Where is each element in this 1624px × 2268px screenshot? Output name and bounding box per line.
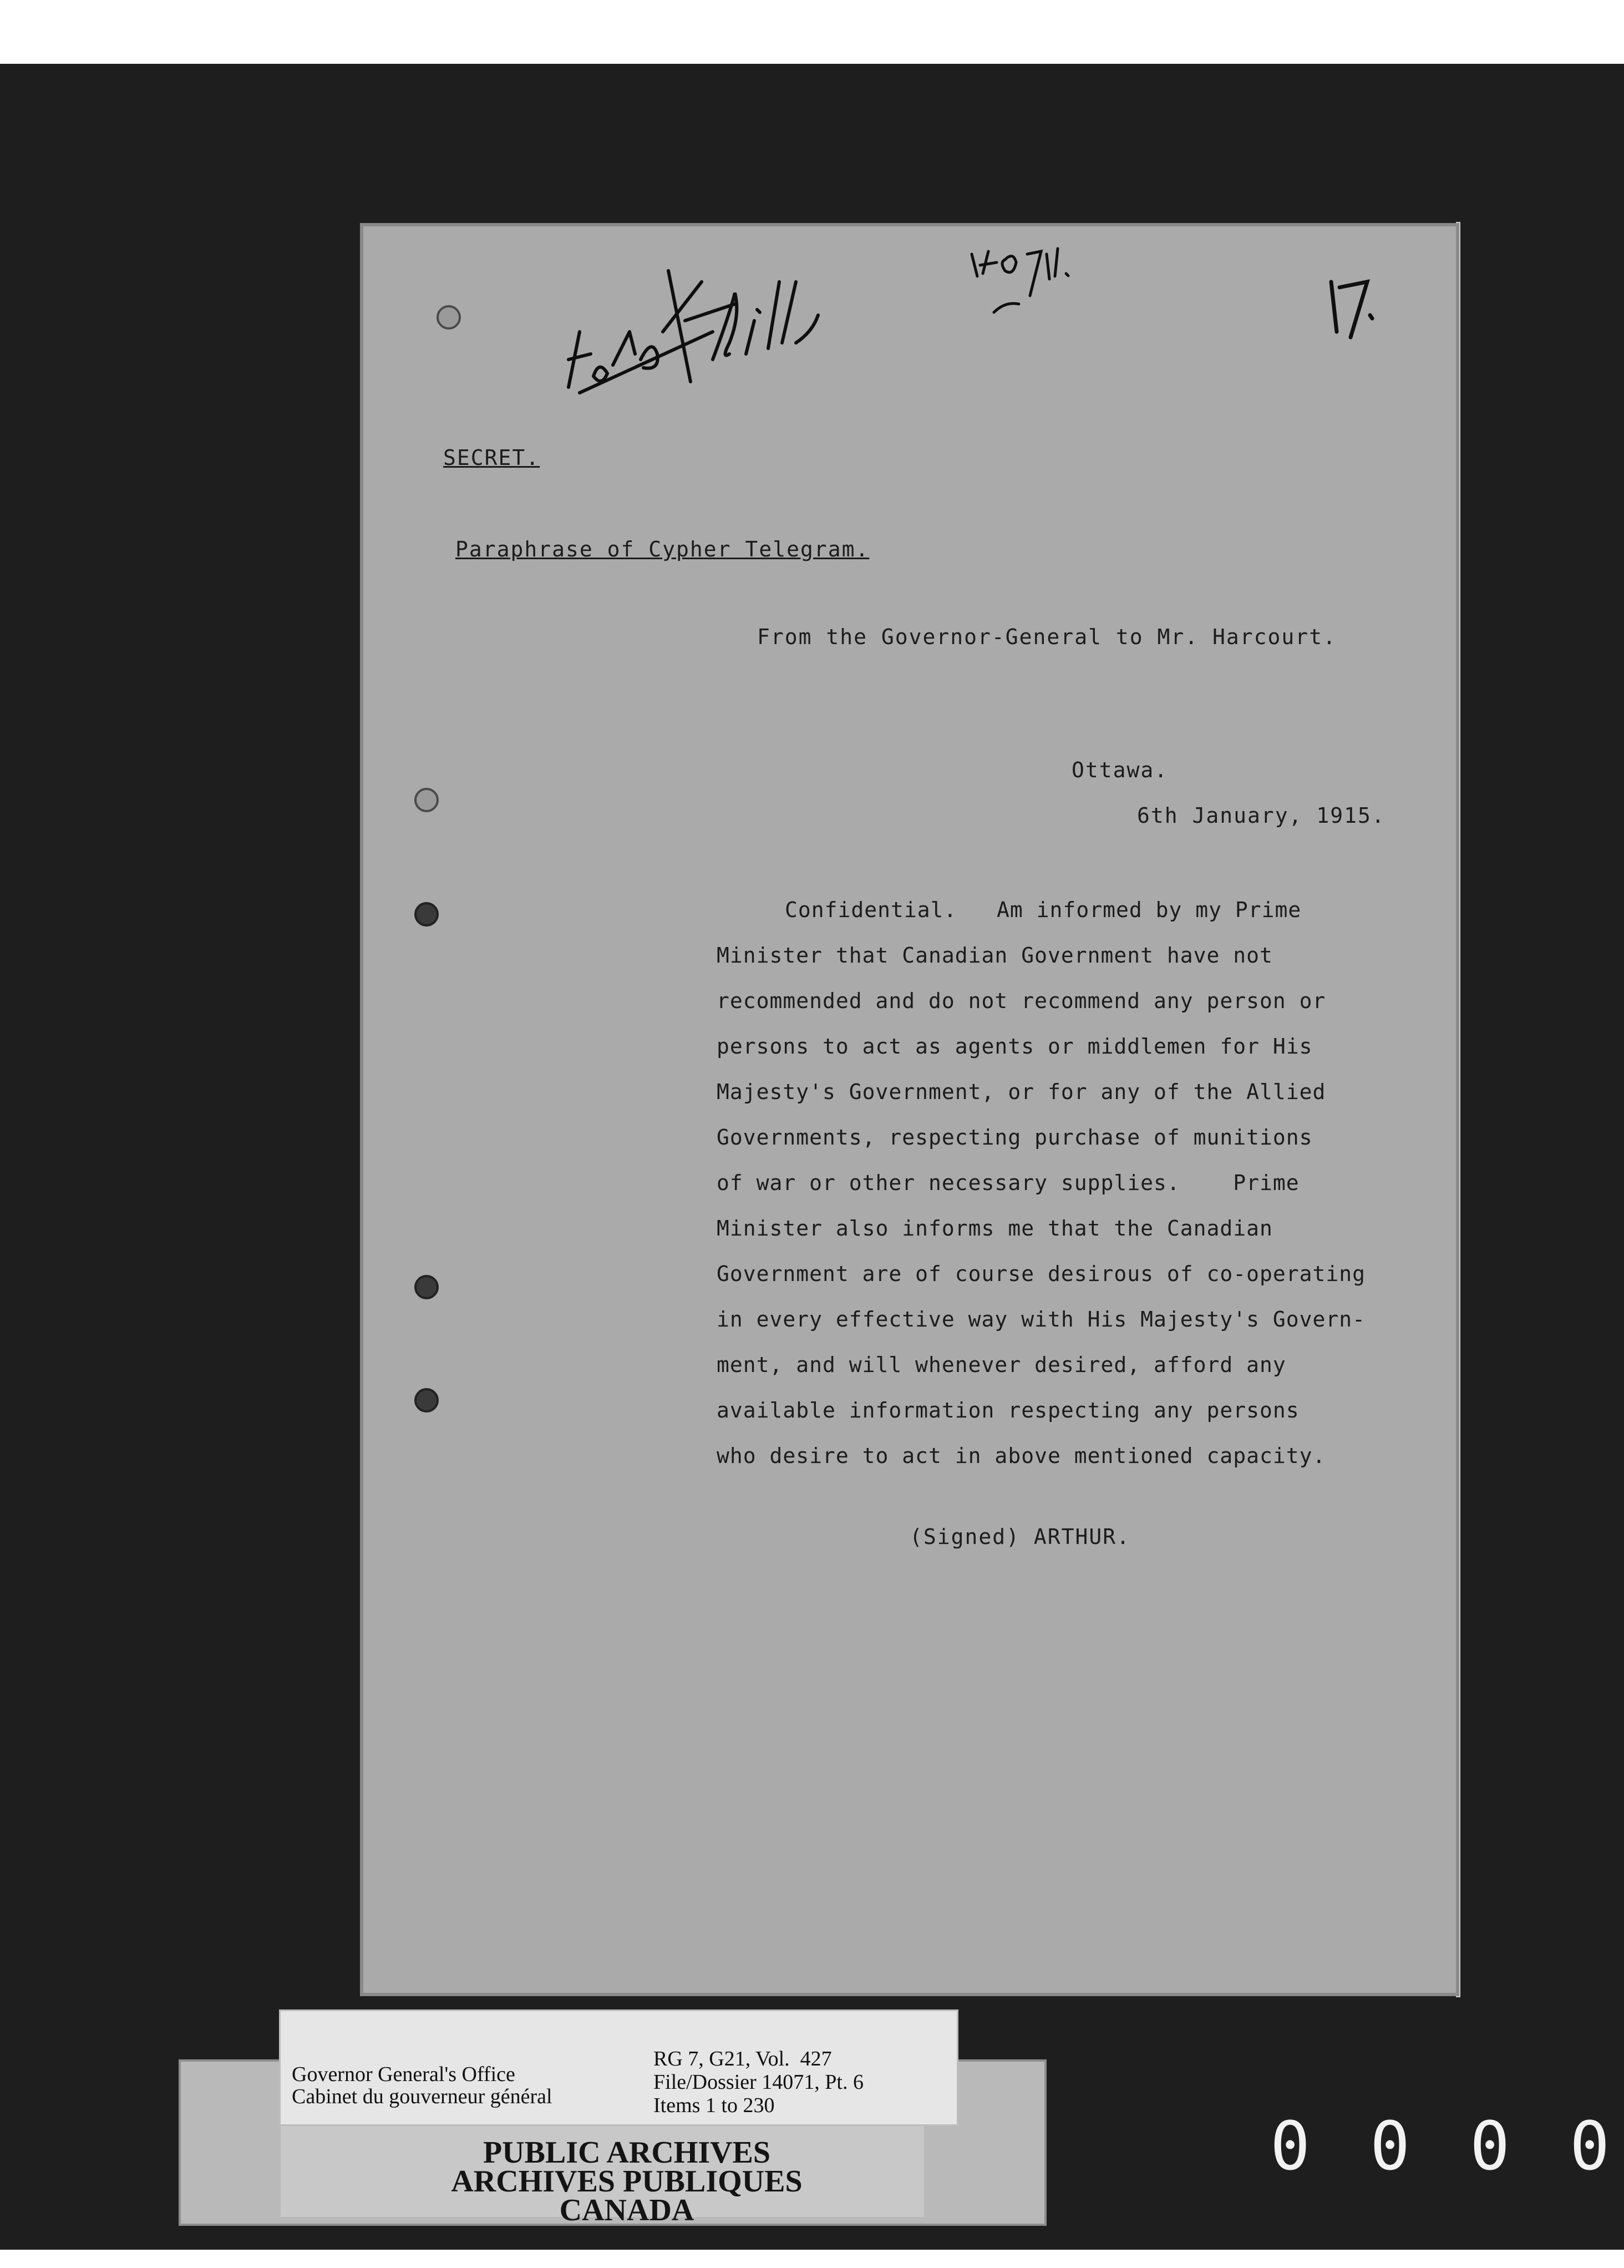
document-page bbox=[363, 226, 1456, 1993]
body-line: Confidential. Am informed by my Prime bbox=[785, 898, 1302, 922]
body-line: persons to act as agents or middlemen for His bbox=[717, 1034, 1313, 1059]
counter-digit: 0 bbox=[1370, 2108, 1410, 2185]
body-line: available information respecting any persons bbox=[717, 1398, 1300, 1422]
archive-reference-label bbox=[279, 2009, 958, 2126]
body-line: who desire to act in above mentioned capacity. bbox=[717, 1444, 1326, 1468]
handwritten-file-note bbox=[546, 249, 835, 404]
file-dossier: File/Dossier 14071, Pt. 6 bbox=[653, 2070, 864, 2094]
signature-line: (Signed) ARTHUR. bbox=[910, 1525, 1131, 1549]
counter-digit: 0 bbox=[1470, 2108, 1510, 2185]
record-group: RG 7, G21, Vol. 427 bbox=[653, 2047, 832, 2070]
office-name-en: Governor General's Office bbox=[292, 2063, 515, 2086]
place-line: Ottawa. bbox=[1072, 758, 1169, 782]
body-line: Governments, respecting purchase of munitions bbox=[717, 1125, 1313, 1150]
page-edge bbox=[1456, 222, 1460, 1997]
date-line: 6th January, 1915. bbox=[1137, 803, 1386, 828]
punch-hole bbox=[414, 902, 439, 927]
scan-top-margin bbox=[0, 0, 1624, 64]
punch-hole bbox=[437, 305, 461, 330]
from-line: From the Governor-General to Mr. Harcourt. bbox=[757, 625, 1337, 649]
punch-hole bbox=[414, 788, 439, 812]
body-line: recommended and do not recommend any person or bbox=[717, 989, 1326, 1013]
counter-digit: 0 bbox=[1270, 2108, 1311, 2185]
handwritten-page-number bbox=[1320, 271, 1381, 343]
counter-digit: 0 bbox=[1570, 2108, 1610, 2185]
classification-heading: SECRET. bbox=[443, 446, 540, 470]
punch-hole bbox=[414, 1275, 439, 1299]
archives-line-3: CANADA bbox=[559, 2193, 694, 2228]
archives-line-2: ARCHIVES PUBLIQUES bbox=[451, 2164, 803, 2199]
body-line: Minister also informs me that the Canadian bbox=[717, 1216, 1273, 1241]
body-line: of war or other necessary supplies. Prime bbox=[717, 1171, 1300, 1195]
office-name-fr: Cabinet du gouverneur général bbox=[292, 2085, 552, 2108]
punch-hole bbox=[414, 1388, 439, 1413]
handwritten-file-number bbox=[963, 243, 1080, 321]
document-subject: Paraphrase of Cypher Telegram. bbox=[455, 537, 870, 561]
items-range: Items 1 to 230 bbox=[653, 2094, 775, 2117]
scan-bottom-margin bbox=[0, 2250, 1624, 2268]
body-line: Minister that Canadian Government have not bbox=[717, 943, 1273, 968]
body-line: in every effective way with His Majesty's Govern- bbox=[717, 1307, 1366, 1332]
body-line: Majesty's Government, or for any of the Allied bbox=[717, 1080, 1326, 1104]
body-line: Government are of course desirous of co-operating bbox=[717, 1262, 1366, 1286]
body-line: ment, and will whenever desired, afford any bbox=[717, 1353, 1286, 1377]
archives-line-1: PUBLIC ARCHIVES bbox=[483, 2135, 771, 2170]
